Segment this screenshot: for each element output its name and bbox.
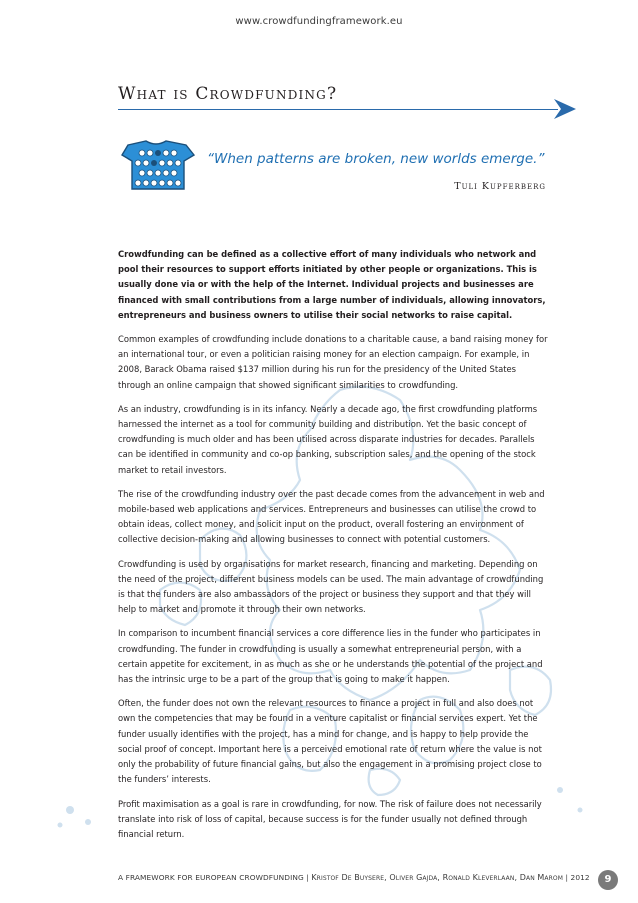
paragraph: Often, the funder does not own the relevant resources to finance a project in full and also does not own the competencies that may be found in a venture capitalist or financial services expert. Yet the funder usually identifies with the project, has a mind for change, and is happy to help provide the social proof of concept. Important here is a perceived emotional rate of return where the value is not only the probability of future financial gains, but also the engagement in a promising project close to the funders’ interests. (118, 698, 542, 785)
footer (118, 873, 590, 882)
paragraph: In comparison to incumbent financial services a core difference lies in the funder who participates in crowdfunding. The funder in crowdfunding is usually a somewhat entrepreneurial person, with a certain appetite for excitement, in as much as she or he understands the potential of the project and has the intrinsic urge to be a part of the group that is going to make it happen. (118, 628, 543, 685)
footer-framework: A FRAMEWORK FOR EUROPEAN CROWDFUNDING (118, 873, 304, 882)
body-text (118, 247, 548, 851)
footer-year: 2012 (570, 873, 590, 882)
arrow-right-icon (554, 99, 576, 119)
footer-separator: | (563, 873, 571, 882)
shirt-icon (118, 139, 196, 191)
footer-separator: | (303, 873, 312, 882)
title-rule (118, 109, 558, 110)
header-url: www.crowdfundingframework.eu (235, 16, 403, 27)
paragraph: Common examples of crowdfunding include donations to a charitable cause, a band raising money for an international tour, or even a politician raising money for an election campaign. For example, in 2008, Barack Obama raised $137 million during his run for the presidency of the United States through an online campaign that showed significant similarities to crowdfunding. (118, 334, 548, 390)
quote-text: “When patterns are broken, new worlds emerge.” (207, 151, 545, 167)
paragraph: Crowdfunding is used by organisations for market research, financing and marketing. Depending on the need of the project, different business models can be used. The main advantage of crowdfunding is that the funders are also ambassadors of the project or business they support and that they will help to market and promote it through their own networks. (118, 558, 544, 615)
quote-author: Tuli Kupferberg (454, 181, 546, 192)
paragraph: Profit maximisation as a goal is rare in crowdfunding, for now. The risk of failure does not necessarily translate into risk of loss of capital, because success is for the funder usually not defined through financial return. (118, 798, 542, 839)
page-title: What is Crowdfunding? (118, 84, 338, 104)
paragraph: As an industry, crowdfunding is in its infancy. Nearly a decade ago, the first crowdfunding platforms harnessed the internet as a tool for community building and distribution. Yet the basic concept of crowdfunding is much older and has been utilised across disparate industries for decades. Parallels can be identified in community and co-op banking, subscription sales, and the opening of the stock market to retail investors. (118, 403, 538, 475)
paragraph-lead: Crowdfunding can be defined as a collective effort of many individuals who network and pool their resources to support efforts initiated by other people or organizations. This is usually done via or with the help of the Internet. Individual projects and businesses are financed with small contributions from a large number of individuals, allowing innovators, entrepreneurs and business owners to utilise their social networks to raise capital. (118, 249, 546, 320)
paragraph: The rise of the crowdfunding industry over the past decade comes from the advancement in web and mobile-based web applications and services. Entrepreneurs and businesses can utilise the crowd to obtain ideas, collect money, and solicit input on the product, overall fostering an environment of collective decision-making and allowing businesses to connect with potential customers. (118, 488, 545, 545)
footer-authors: Kristof De Buysere, Oliver Gajda, Ronald Kleverlaan, Dan Marom (311, 873, 564, 882)
page-number: 9 (598, 870, 618, 890)
